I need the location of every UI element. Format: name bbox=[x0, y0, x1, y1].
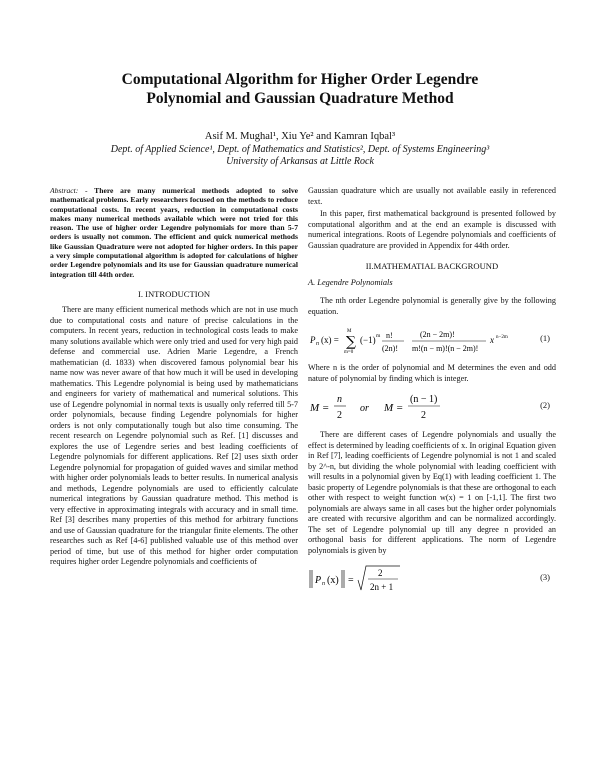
svg-text:n: n bbox=[337, 394, 342, 405]
equation-3-number: (3) bbox=[540, 572, 550, 582]
paper-title: Computational Algorithm for Higher Order Legendre Polynomial and Gaussian Quadrature Method bbox=[121, 71, 479, 107]
svg-text:(x): (x) bbox=[327, 575, 339, 586]
left-column bbox=[50, 186, 298, 570]
right-paragraph-1: Gaussian quadrature which are usually not available easily in referenced text. bbox=[308, 186, 556, 206]
svg-text:(2n)!: (2n)! bbox=[382, 344, 398, 353]
legendre-subheading: A. Legendre Polynomials bbox=[308, 277, 393, 287]
svg-text:∑: ∑ bbox=[346, 334, 356, 350]
abstract: Abstract: - There are many numerical methods adopted to solve mathematical problems. Early researchers focused on the methods to reduce computational costs. In recent years, reduction in computational costs makes many numerical methods available which were not tried for this reason. The use of higher order Legendre polynomials for more than 5-7 orders is usually not common. The efficient and quick numerical methods like Gaussian Quadrature were not adopted for higher orders. In this paper a very simple computational algorithm is adopted for calculations of higher order Legendre polynomials and its use for Gaussian quadrature numerical integration till 44th order. bbox=[50, 186, 298, 279]
background-heading: II.MATHEMATIAL BACKGROUND bbox=[365, 261, 499, 271]
background-paragraph-2: Where n is the order of polynomial and M determines the even and odd nature of polynomial by finding which is integer. bbox=[308, 363, 556, 383]
equation-3-formula bbox=[308, 562, 458, 596]
svg-text:n−2m: n−2m bbox=[496, 335, 508, 340]
equation-1-formula bbox=[308, 323, 518, 357]
svg-text:M: M bbox=[347, 329, 352, 334]
right-paragraph-2: In this paper, first mathematical background is presented followed by computational algorithm and at the end an example is discussed with numerical integrations. Roots of Legendre polynomials and coefficients of Gaussian quadrature are provided in Appendix for 44th order. bbox=[308, 209, 556, 250]
svg-text:2: 2 bbox=[421, 410, 426, 421]
background-paragraph-3: There are different cases of Legendre polynomials and usually the effect is determined by leading coefficients of x. In original Equation given in Ref [7], leading coefficients of Legendre polynomial is not 1 and scaled by 2^-n, but dividing the whole polynomial with leading coefficient with will results in a polynomial given by Eq(1) with leading coefficient 1. The basic property of Legendre polynomials is that these are orthogonal to each other with respect to weight function w(x) = 1 on [-1,1]. The first two polynomials are always same in all cases but the higher order polynomials are created with recursive algorithm and can be normalized accordingly. The set of Legendre polynomial up till any degree n provided an orthogonal basis for different applications. The norm of Legendre polynomials is given by bbox=[308, 430, 556, 555]
svg-text:2n + 1: 2n + 1 bbox=[370, 582, 394, 592]
svg-text:2: 2 bbox=[378, 568, 383, 578]
svg-text:m: m bbox=[376, 333, 381, 339]
equation-1-number: (1) bbox=[540, 333, 550, 343]
svg-text:M =: M = bbox=[384, 402, 404, 414]
svg-text:(−1): (−1) bbox=[360, 335, 376, 345]
svg-text:m=0: m=0 bbox=[344, 350, 354, 355]
equation-2-formula bbox=[308, 390, 468, 424]
intro-heading: I. INTRODUCTION bbox=[137, 288, 211, 299]
svg-text:x: x bbox=[490, 335, 494, 345]
affiliations: Dept. of Applied Science¹, Dept. of Mathematics and Statistics², Dept. of Systems Engineering³ University of Arkansas at Little Rock bbox=[110, 144, 490, 167]
svg-text:P: P bbox=[310, 335, 316, 345]
author-list: Asif M. Mughal¹, Xiu Ye² and Kamran Iqbal³ bbox=[204, 131, 396, 142]
svg-text:(x) =: (x) = bbox=[321, 335, 339, 345]
svg-text:2: 2 bbox=[337, 410, 342, 421]
svg-text:or: or bbox=[360, 403, 369, 414]
background-paragraph-1: The nth order Legendre polynomial is generally give by the following equation. bbox=[308, 296, 556, 316]
equation-2 bbox=[308, 390, 556, 424]
svg-text:n!: n! bbox=[386, 331, 393, 340]
svg-text:(2n − 2m)!: (2n − 2m)! bbox=[420, 330, 455, 339]
equation-1 bbox=[308, 323, 556, 357]
svg-text:n: n bbox=[322, 581, 325, 587]
equation-2-number: (2) bbox=[540, 400, 550, 410]
svg-text:=: = bbox=[348, 575, 354, 586]
equation-3 bbox=[308, 562, 556, 596]
intro-paragraph: There are many efficient numerical methods which are not in use much due to computational costs and nature of precise calculations in the computers. In recent years, reduction in technological costs leads to make many solutions available which were only tried and used for very high paid defense and commercial use. Adrien Marie Legendre, a French mathematician (d. 1833) when discovered famous polynomial bear his name now was never aware of that how much it will be used in developing mathematics. This Legendre polynomial is being used by mathematicians and engineers for variety of mathematical and numerical solutions. This use of Legendre polynomial in normal texts is usually only referred till 5-7 order polynomials, because finding Legendre polynomials for higher orders is not only computationally tough but also time consuming. The recent research on Legendre polynomial such as Ref. [1] discusses and explores the use of Legendre series and best leading coefficients of Legendre polynomials for different applications. Ref [2] uses sixth order Legendre polynomial for propagation of guided waves and similar method with higher order polynomials leads to better results. In numerical analysis and methods, Legendre polynomials are used to efficiently calculate numerical integrations by Gaussian quadrature method. This method is very effective in approximating integrals with accuracy and in small time. Ref [3] describes many properties of this method for arbitrary functions and use of Gaussian quadrature for the triangular finite elements. The other researches such as Ref [4-6] published valuable use of this method over period of time, but use of this method for higher order computation requires higher order Legendre polynomials and coefficients of bbox=[50, 305, 298, 567]
svg-text:M =: M = bbox=[310, 402, 330, 414]
svg-text:P: P bbox=[315, 575, 322, 586]
right-column bbox=[308, 186, 556, 602]
svg-text:n: n bbox=[316, 341, 319, 347]
svg-text:(n − 1): (n − 1) bbox=[410, 394, 438, 405]
svg-text:m!(n − m)!(n − 2m)!: m!(n − m)!(n − 2m)! bbox=[412, 344, 479, 353]
